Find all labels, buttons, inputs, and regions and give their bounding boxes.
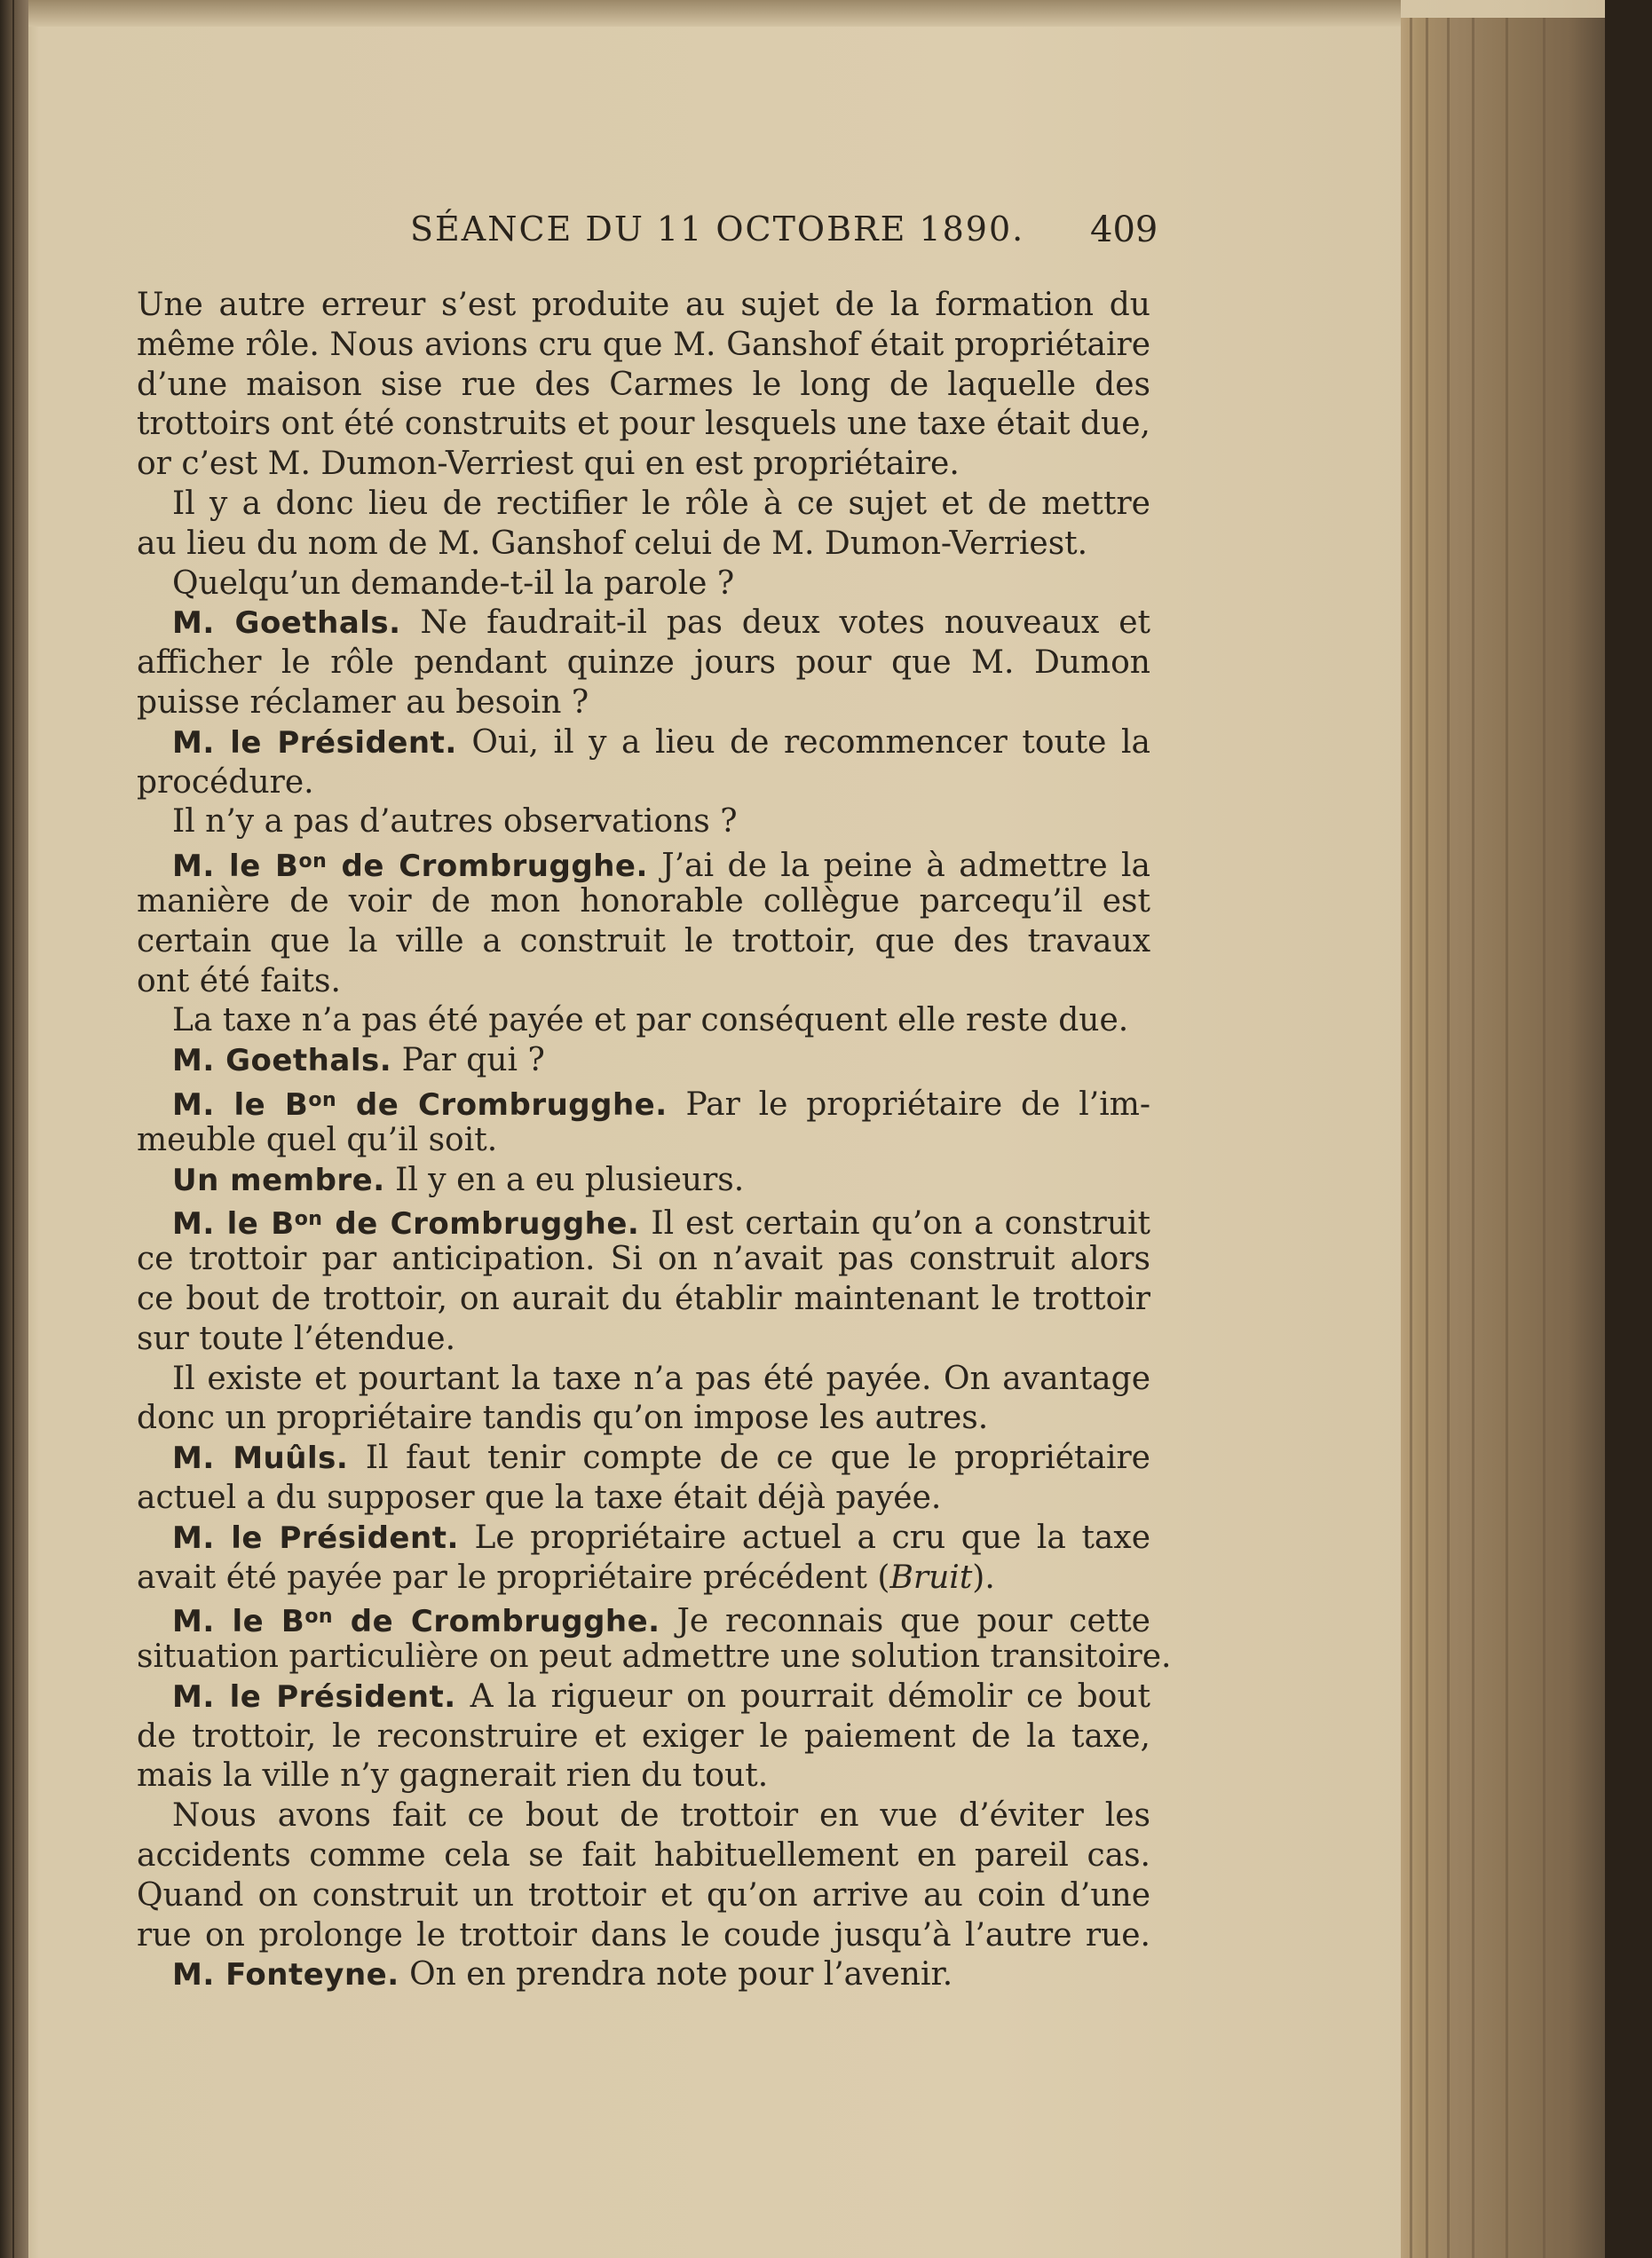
text-line: La taxe n’a pas été payée et par conséquent elle reste due. [172,1002,1129,1039]
speaker-name: M. le $B^{on}$ de Crombrugghe. [172,849,648,885]
text-line: donc un propriétaire tandis qu’on impose les autres. [137,1400,989,1437]
page-number: 409 [1090,209,1158,250]
speaker-name: M. Goethals. [172,605,401,642]
text-line: actuel a du supposer que la taxe était déjà payée. [137,1479,942,1516]
text-line: M. Goethals. Ne faudrait-il pas deux votes nouveaux et [172,604,1150,642]
text-line: rue on prolonge le trottoir dans le coude jusqu’à l’autre rue. [137,1916,1150,1954]
text-line: M. le Président. Le propriétaire actuel a cru que la taxe [172,1519,1150,1556]
speaker-name: M. le Président. [172,1678,456,1715]
text-line: Il y a donc lieu de rectifier le rôle à ce sujet et de mettre [172,485,1150,522]
text-line: Quelqu’un demande-t-il la parole ? [172,564,735,602]
book-cover-edge [1605,0,1652,2258]
text-line: Il n’y a pas d’autres observations ? [172,803,738,841]
text-line: accidents comme cela se fait habituellement en pareil cas. [137,1837,1150,1875]
header-title: SÉANCE DU 11 OCTOBRE 1890. [410,209,1025,249]
text-line: certain que la ville a construit le trottoir, que des travaux [137,922,1150,959]
text-line: trottoirs ont été construits et pour lesquels une taxe était due, [137,406,1150,443]
text-line: d’une maison sise rue des Carmes le long de laquelle des [137,366,1150,403]
text-line: puisse réclamer au besoin ? [137,683,589,721]
text-line: M. le Président. A la rigueur on pourrait démolir ce bout [172,1678,1150,1715]
text-line: avait été payée par le propriétaire précédent (Bruit). [137,1559,995,1596]
text-line: meuble quel qu’il soit. [137,1121,498,1158]
text-line: mais la ville n’y gagnerait rien du tout. [137,1757,769,1795]
text-line: de trottoir, le reconstruire et exiger le paiement de la taxe, [137,1717,1150,1755]
text-line: M. Goethals. Par qui ? [172,1042,545,1079]
speaker-name: M. Fonteyne. [172,1957,399,1994]
speaker-name: M. le $B^{on}$ de Crombrugghe. [172,1206,640,1243]
text-line: au lieu du nom de M. Ganshof celui de M. Dumon-Verriest. [137,525,1088,562]
text-line: procédure. [137,763,314,801]
text-line: Quand on construit un trottoir et qu’on arrive au coin d’une [137,1876,1150,1914]
text-line: même rôle. Nous avions cru que M. Ganshof était propriétaire [137,326,1150,363]
text-line: ce bout de trottoir, on aurait du établir maintenant le trottoir [137,1280,1150,1317]
text-line: M. le $B^{on}$ de Crombrugghe. Par le propriétaire de l’im- [172,1086,1151,1123]
text-line: M. le $B^{on}$ de Crombrugghe. Je reconnais que pour cette [172,1603,1150,1640]
text-line: manière de voir de mon honorable collègue parcequ’il est [137,882,1150,920]
book-gutter [0,0,28,2258]
text-line: Un membre. Il y en a eu plusieurs. [172,1161,745,1198]
speaker-name: M. le Président. [172,1520,459,1556]
speaker-name: M. le $B^{on}$ de Crombrugghe. [172,1086,668,1123]
speaker-name: M. le $B^{on}$ de Crombrugghe. [172,1604,660,1640]
text-line: ce trottoir par anticipation. Si on n’avait pas construit alors [137,1241,1150,1278]
text-line: M. le Président. Oui, il y a lieu de recommencer toute la [172,723,1151,761]
page-edges [1401,18,1605,2258]
speaker-name: M. Goethals. [172,1043,392,1079]
text-line: afficher le rôle pendant quinze jours pour que M. Dumon [137,644,1150,682]
page-top-shadow [28,0,1401,27]
text-line: M. Fonteyne. On en prendra note pour l’avenir. [172,1956,953,1994]
text-line: M. Muûls. Il faut tenir compte de ce que le propriétaire [172,1440,1150,1477]
text-line: sur toute l’étendue. [137,1320,456,1357]
text-line: M. le $B^{on}$ de Crombrugghe. Il est certain qu’on a construit [172,1205,1151,1243]
text-line: ont été faits. [137,962,341,999]
speaker-name: M. le Président. [172,724,457,761]
running-header [0,209,1243,256]
speaker-name: M. Muûls. [172,1441,349,1477]
body-text [137,286,1172,1995]
text-line: situation particulière on peut admettre une solution transitoire. [137,1638,1172,1676]
speaker-name: Un membre. [172,1162,385,1198]
text-line: or c’est M. Dumon-Verriest qui en est propriétaire. [137,446,960,483]
text-line: M. le $B^{on}$ de Crombrugghe. J’ai de la peine à admettre la [172,848,1150,885]
text-line: Nous avons fait ce bout de trottoir en vue d’éviter les [172,1797,1150,1835]
text-line: Il existe et pourtant la taxe n’a pas été payée. On avantage [172,1360,1150,1397]
text-line: Une autre erreur s’est produite au sujet de la formation du [137,287,1150,323]
